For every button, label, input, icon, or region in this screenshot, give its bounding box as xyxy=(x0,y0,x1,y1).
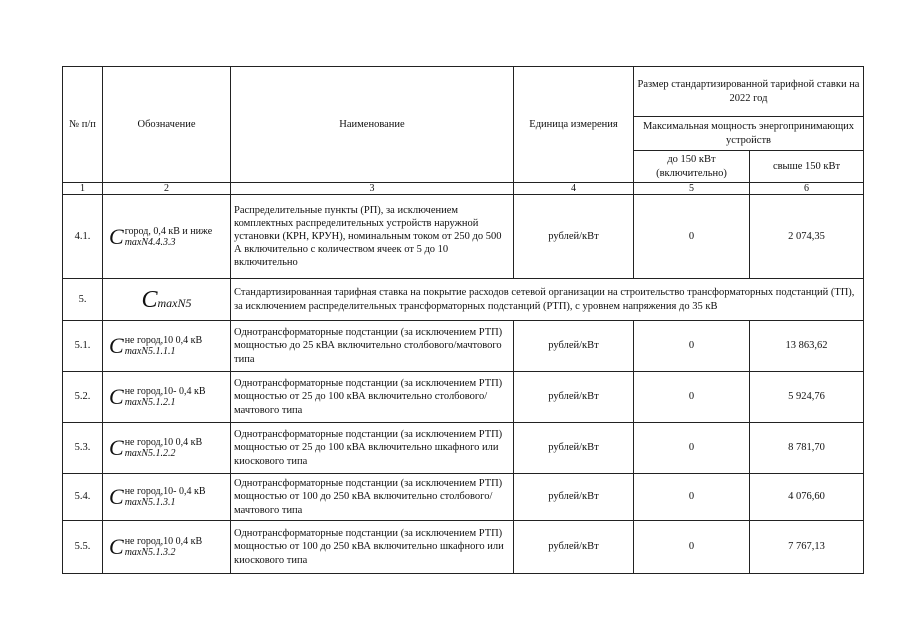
symbol-superscript: не город,10 0,4 кВ xyxy=(124,335,203,346)
row-name: Распределительные пункты (РП), за исключением комплектных распределительных устройств наружной установки (КРН, КРУН), номинальным током от 250 до 500 А включительно с количеством ячеек от 5 до 10 включительно xyxy=(231,195,514,279)
column-index-row xyxy=(63,183,864,195)
symbol-subscript: maxN5.1.3.1 xyxy=(124,497,176,508)
row-value-up-to-150: 0 xyxy=(634,474,750,521)
section-description: Стандартизированная тарифная ставка на покрытие расходов сетевой организации на строительство трансформаторных подстанций (ТП), за исключением распределительных трансформаторных подстанций (РТП), с уровнем напряжения до 35 кВ xyxy=(231,279,864,321)
row-unit: рублей/кВт xyxy=(514,321,634,372)
table-row xyxy=(63,321,864,372)
row-name: Однотрансформаторные подстанции (за исключением РТП) мощностью от 25 до 100 кВА включительно шкафного или киоскового типа xyxy=(231,423,514,474)
header-unit: Единица измерения xyxy=(514,67,634,183)
symbol-subscript: maxN5.1.2.1 xyxy=(124,397,176,408)
row-value-up-to-150: 0 xyxy=(634,372,750,423)
column-index: 3 xyxy=(231,183,514,195)
header-num: № п/п xyxy=(63,67,103,183)
symbol-subscript: maxN4.4.3.3 xyxy=(124,236,176,248)
header-up-to-150: до 150 кВт (включительно) xyxy=(634,151,750,183)
row-number: 5.3. xyxy=(63,423,103,474)
symbol-letter: C xyxy=(141,286,158,313)
row-designation xyxy=(103,521,231,574)
column-index: 6 xyxy=(750,183,864,195)
table-row xyxy=(63,195,864,279)
table-row xyxy=(63,521,864,574)
symbol-superscript: не город,10 0,4 кВ xyxy=(124,536,203,547)
symbol-letter: C xyxy=(109,384,124,410)
row-name: Однотрансформаторные подстанции (за исключением РТП) мощностью от 100 до 250 кВА включительно шкафного или киоскового типа xyxy=(231,521,514,574)
row-number: 5.1. xyxy=(63,321,103,372)
row-name: Однотрансформаторные подстанции (за исключением РТП) мощностью от 25 до 100 кВА включительно столбового/мачтового типа xyxy=(231,372,514,423)
row-designation xyxy=(103,279,231,321)
symbol-superscript: не город,10 0,4 кВ xyxy=(124,437,203,448)
row-unit: рублей/кВт xyxy=(514,195,634,279)
table-row xyxy=(63,372,864,423)
table-row xyxy=(63,474,864,521)
row-value-over-150: 5 924,76 xyxy=(750,372,864,423)
symbol-subscript: maxN5.1.3.2 xyxy=(124,547,176,558)
column-index: 2 xyxy=(103,183,231,195)
row-value-up-to-150: 0 xyxy=(634,195,750,279)
symbol-superscript: город, 0,4 кВ и ниже xyxy=(124,225,213,237)
symbol-letter: C xyxy=(109,223,124,249)
symbol-superscript: не город,10- 0,4 кВ xyxy=(124,386,206,397)
row-unit: рублей/кВт xyxy=(514,474,634,521)
header-rate-size: Размер стандартизированной тарифной ставки на 2022 год xyxy=(634,67,864,117)
row-designation xyxy=(103,321,231,372)
header-designation: Обозначение xyxy=(103,67,231,183)
header-name: Наименование xyxy=(231,67,514,183)
symbol-subscript: maxN5 xyxy=(157,295,192,310)
symbol-letter: C xyxy=(109,435,124,461)
row-value-up-to-150: 0 xyxy=(634,321,750,372)
row-number: 5.4. xyxy=(63,474,103,521)
row-designation xyxy=(103,372,231,423)
symbol-superscript: не город,10- 0,4 кВ xyxy=(124,486,206,497)
symbol-letter: C xyxy=(109,484,124,510)
column-index: 1 xyxy=(63,183,103,195)
row-value-over-150: 13 863,62 xyxy=(750,321,864,372)
row-unit: рублей/кВт xyxy=(514,521,634,574)
column-index: 4 xyxy=(514,183,634,195)
row-value-up-to-150: 0 xyxy=(634,521,750,574)
tariff-table xyxy=(62,66,864,574)
row-designation xyxy=(103,195,231,279)
column-index: 5 xyxy=(634,183,750,195)
row-value-up-to-150: 0 xyxy=(634,423,750,474)
row-name: Однотрансформаторные подстанции (за исключением РТП) мощностью от 100 до 250 кВА включительно столбового/мачтового типа xyxy=(231,474,514,521)
symbol-subscript: maxN5.1.1.1 xyxy=(124,346,176,357)
table-row xyxy=(63,423,864,474)
symbol-letter: C xyxy=(109,534,124,560)
row-value-over-150: 8 781,70 xyxy=(750,423,864,474)
row-value-over-150: 7 767,13 xyxy=(750,521,864,574)
row-unit: рублей/кВт xyxy=(514,372,634,423)
table-row xyxy=(63,279,864,321)
symbol-subscript: maxN5.1.2.2 xyxy=(124,448,176,459)
row-value-over-150: 4 076,60 xyxy=(750,474,864,521)
row-unit: рублей/кВт xyxy=(514,423,634,474)
row-number: 5.2. xyxy=(63,372,103,423)
row-name: Однотрансформаторные подстанции (за исключением РТП) мощностью до 25 кВА включительно столбового/мачтового типа xyxy=(231,321,514,372)
row-number: 5.5. xyxy=(63,521,103,574)
header-over-150: свыше 150 кВт xyxy=(750,151,864,183)
row-designation xyxy=(103,423,231,474)
symbol-letter: C xyxy=(109,333,124,359)
row-number: 5. xyxy=(63,279,103,321)
row-number: 4.1. xyxy=(63,195,103,279)
row-designation xyxy=(103,474,231,521)
header-max-power: Максимальная мощность энергопринимающих устройств xyxy=(634,117,864,151)
row-value-over-150: 2 074,35 xyxy=(750,195,864,279)
